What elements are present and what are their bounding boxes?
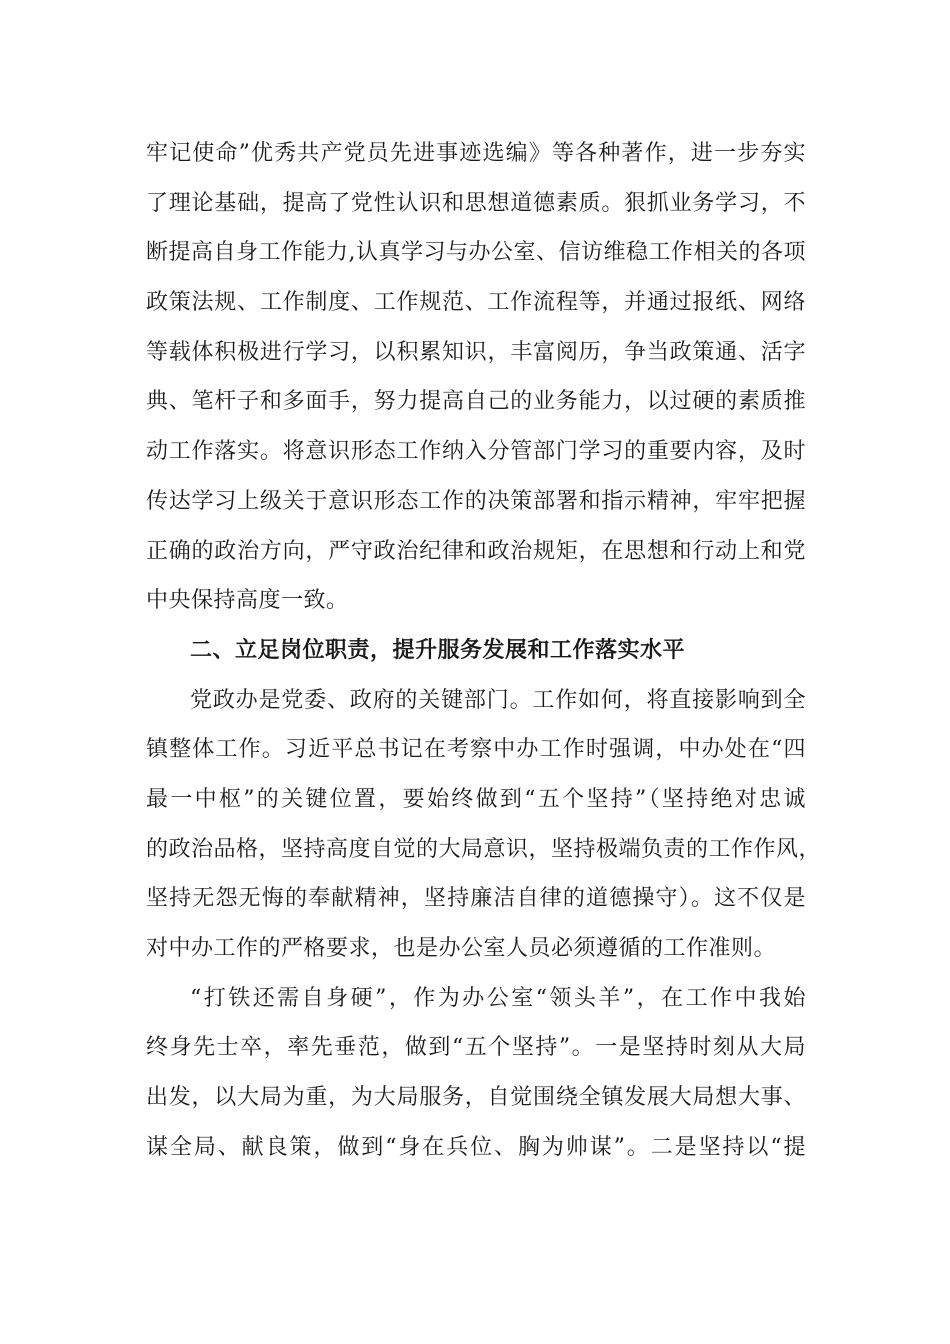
text-line: 坚持无怨无悔的奉献精神，坚持廉洁自律的道德操守）。这不仅是: [146, 886, 806, 912]
text-line: 对中办工作的严格要求，也是办公室人员必须遵循的工作准则。: [146, 936, 777, 961]
text-line: 动工作落实。将意识形态工作纳入分管部门学习的重要内容，及时: [146, 439, 806, 465]
text-line: “打铁还需自身硬”，作为办公室“领头羊”，在工作中我始: [190, 985, 806, 1011]
text-line: 中央保持高度一致。: [146, 588, 349, 614]
text-line: 谋全局、献良策，做到“身在兵位、胸为帅谋”。二是坚持以“提: [146, 1134, 806, 1160]
text-line: 传达学习上级关于意识形态工作的决策部署和指示精神，牢牢把握: [146, 488, 806, 514]
text-line: 了理论基础，提高了党性认识和思想道德素质。狠抓业务学习，不: [146, 190, 806, 216]
text-line: 终身先士卒，率先垂范，做到“五个坚持”。一是坚持时刻从大局: [146, 1035, 806, 1061]
section-heading: 二、立足岗位职责，提升服务发展和工作落实水平: [190, 636, 686, 663]
text-line: 出发，以大局为重，为大局服务，自觉围绕全镇发展大局想大事、: [146, 1085, 806, 1111]
text-line: 正确的政治方向，严守政治纪律和政治规矩，在思想和行动上和党: [146, 538, 806, 564]
text-line: 断提高自身工作能力,认真学习与办公室、信访维稳工作相关的各项: [146, 240, 806, 266]
text-line: 镇整体工作。习近平总书记在考察中办工作时强调，中办处在“四: [146, 737, 806, 763]
text-line: 等载体积极进行学习，以积累知识，丰富阅历，争当政策通、活字: [146, 339, 806, 365]
text-line: 党政办是党委、政府的关键部门。工作如何，将直接影响到全: [190, 687, 806, 713]
text-line: 的政治品格，坚持高度自觉的大局意识，坚持极端负责的工作作风，: [146, 836, 822, 862]
text-line: 最一中枢”的关键位置，要始终做到“五个坚持”（坚持绝对忠诚: [146, 786, 806, 812]
document-body: [146, 129, 822, 1172]
text-line: 政策法规、工作制度、工作规范、工作流程等，并通过报纸、网络: [146, 290, 806, 316]
text-line: 牢记使命”优秀共产党员先进事迹选编》等各种著作，进一步夯实: [146, 141, 806, 166]
text-line: 典、笔杆子和多面手，努力提高自己的业务能力，以过硬的素质推: [146, 389, 806, 415]
